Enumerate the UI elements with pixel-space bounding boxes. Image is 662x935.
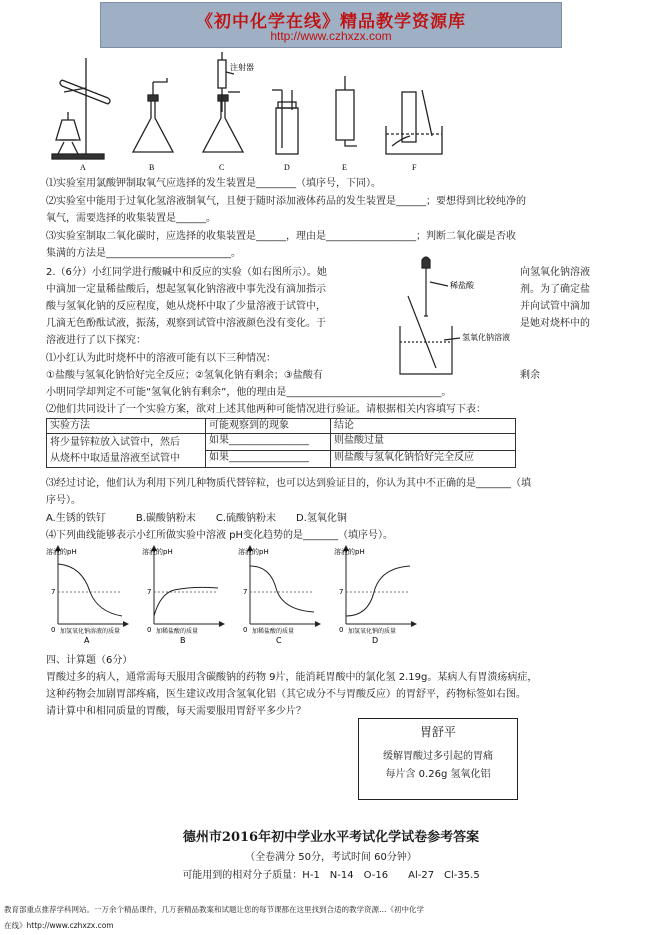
graph-a-xlabel: 加氢氧化钠溶液的质量 [60, 628, 121, 635]
table-header-observation: 可能观察到的现象 [206, 419, 331, 434]
table-header-conclusion: 结论 [331, 419, 516, 434]
q2-sub1: ⑴小红认为此时烧杯中的溶液可能有以下三种情况： [46, 353, 276, 364]
beaker-label-acid: 稀盐酸 [450, 281, 474, 290]
q2-intro-3-left: 酸与氢氧化钠的反应程度，她从烧杯中取了少量溶液于试管中， [46, 301, 326, 312]
graph-a [46, 547, 126, 645]
q2-cases-right: 剩余 [520, 370, 540, 381]
banner-url[interactable]: http://www.czhxzx.com [270, 29, 392, 43]
graph-b-tick7: 7 [147, 588, 152, 596]
beaker-figure [388, 256, 518, 382]
q2-intro-4-right: 是她对烧杯中的 [520, 318, 590, 329]
q2-intro-4-left: 几滴无色酚酞试液，振荡，观察到试管中溶液颜色没有变化。于 [46, 318, 326, 329]
beaker-label-base: 氢氧化钠溶液 [462, 333, 510, 342]
graph-b-label: B [180, 636, 186, 645]
q1-line2b: 氧气，需要选择的收集装置是______。 [46, 213, 216, 224]
graph-c-label: C [276, 636, 282, 645]
graph-c-ylabel: 溶液的pH [238, 548, 269, 556]
q4-p1: 胃酸过多的病人，通常需每天服用含碳酸钠的药物 9片，能消耗胃酸中的氯化氢 2.19g。某病人有胃溃疡病症， [46, 672, 538, 683]
q1-line1: ⑴实验室用氯酸钾制取氧气应选择的发生装置是________（填序号，下同）。 [46, 178, 381, 189]
graph-a-origin: 0 [51, 626, 56, 634]
apparatus-label-c: C [219, 163, 225, 172]
footer-line1: 教育部重点推荐学科网站。一万余个精品课件，几万套精品教案和试题让您的每节课都在这里找到合适的教学资源…《初中化学 [4, 905, 424, 914]
graph-c-curve [250, 566, 314, 612]
table-conclusion-1: 则盐酸过量 [331, 434, 516, 451]
q2-sub3b: 序号）。 [46, 495, 81, 506]
graph-d [334, 547, 414, 645]
q1-line2a: ⑵实验室中能用于过氧化氢溶液制氧气，且便于随时添加液体药品的发生装置是______；要想得到比较纯净的 [46, 196, 526, 207]
q2-reason: 小明同学却判定不可能“氢氧化钠有剩余”，他的理由是_______________________________。 [46, 387, 452, 398]
apparatus-label-d: D [284, 163, 290, 172]
q2-options: A.生锈的铁钉 B.碳酸钠粉末 C.硫酸钠粉末 D.氢氧化铜 [46, 513, 347, 524]
footer-line2[interactable]: 在线》http://www.czhxzx.com [4, 921, 114, 930]
apparatus-label-e: E [342, 163, 347, 172]
graph-b-ylabel: 溶液的pH [142, 548, 173, 556]
graph-a-label: A [84, 636, 90, 645]
q2-intro-5: 溶液进行了以下探究： [46, 335, 146, 346]
graph-c [238, 547, 318, 645]
answer-title: 德州市2016年初中学业水平考试化学试卷参考答案 [182, 830, 480, 845]
table-conclusion-2: 则盐酸与氢氧化钠恰好完全反应 [331, 451, 516, 468]
answer-masses: 可能用到的相对分子质量：H-1 N-14 O-16 Al-27 Cl-35.5 [182, 870, 480, 881]
q2-intro-2-left: 中滴加一定量稀盐酸后，想起氢氧化钠溶液中事先没有滴加指示 [46, 284, 326, 295]
graph-d-origin: 0 [339, 626, 344, 634]
graph-d-tick7: 7 [339, 588, 344, 596]
q2-intro-1-left: 2.（6分）小红同学进行酸碱中和反应的实验（如右图所示）。她 [46, 267, 327, 278]
q2-intro-2-right: 剂。为了确定盐 [520, 284, 590, 295]
q2-cases-left: ①盐酸与氢氧化钠恰好完全反应；②氢氧化钠有剩余；③盐酸有 [46, 370, 323, 381]
apparatus-label-a: A [80, 163, 86, 172]
graph-b [142, 547, 222, 645]
medicine-label-desc2: 每片含 0.26g 氢氧化铝 [385, 769, 491, 780]
syringe-label: 注射器 [230, 63, 254, 72]
graph-a-curve [58, 564, 122, 616]
table-header-method: 实验方法 [47, 419, 206, 434]
table-method-line1: 将少量锌粒放入试管中，然后 [50, 437, 180, 448]
graph-a-tick7: 7 [51, 588, 56, 596]
graph-d-ylabel: 溶液的pH [334, 548, 365, 556]
graph-c-xlabel: 加稀盐酸的质量 [252, 628, 295, 635]
q2-sub2: ⑵他们共同设计了一个实验方案，欲对上述其他两种可能情况进行验证。请根据相关内容填写下表： [46, 404, 486, 415]
answer-meta: （全卷满分 50分，考试时间 60分钟） [245, 852, 417, 863]
table-row [47, 434, 516, 451]
table-observation-1: 如果________________ [206, 434, 331, 451]
experiment-table [46, 418, 516, 468]
medicine-label-title: 胃舒平 [419, 725, 456, 739]
table-method-line2: 从烧杯中取适量溶液至试管中 [50, 453, 180, 464]
apparatus-label-f: F [412, 163, 417, 172]
graph-b-xlabel: 加稀盐酸的质量 [156, 628, 199, 635]
graph-d-xlabel: 加氢氧化钠的质量 [348, 628, 397, 635]
table-method-cell [47, 434, 206, 468]
site-banner [100, 2, 562, 48]
q2-sub4: ⑷下列曲线能够表示小红所做实验中溶液 pH变化趋势的是_______（填序号）。 [46, 530, 394, 541]
medicine-label-box [358, 718, 518, 800]
q4-heading: 四、计算题（6分） [46, 655, 133, 666]
graph-c-origin: 0 [243, 626, 248, 634]
q2-sub3a: ⑶经过讨论，他们认为利用下列几种物质代替锌粒，也可以达到验证目的，你认为其中不正确的是_______（填 [46, 478, 531, 489]
table-observation-2: 如果________________ [206, 451, 331, 468]
q2-intro-1-right: 向氢氧化钠溶液 [520, 267, 590, 278]
ph-graphs [44, 542, 424, 646]
apparatus-label-b: B [149, 163, 155, 172]
graph-a-ylabel: 溶液的pH [46, 548, 77, 556]
banner-title: 《初中化学在线》精品教学资源库 [196, 12, 466, 32]
q2-intro-3-right: 并向试管中滴加 [520, 301, 590, 312]
table-header-row [47, 419, 516, 434]
graph-c-tick7: 7 [243, 588, 248, 596]
q4-p2: 这种药物会加剧胃部疼痛，医生建议改用含氢氧化铝（其它成分不与胃酸反应）的胃舒平，药物标签如右图。 [46, 689, 526, 700]
q4-p3: 请计算中和相同质量的胃酸，每天需要服用胃舒平多少片？ [46, 706, 306, 717]
graph-d-curve [346, 566, 410, 616]
medicine-label-desc1: 缓解胃酸过多引起的胃痛 [383, 751, 493, 762]
q1-line3a: ⑶实验室制取二氧化碳时，应选择的收集装置是______，理由是__________________；判断二氧化碳是否收 [46, 231, 516, 242]
graph-d-label: D [372, 636, 379, 645]
graph-b-origin: 0 [147, 626, 152, 634]
q1-line3b: 集满的方法是_________________________。 [46, 248, 241, 259]
lab-apparatus-figure [46, 50, 456, 172]
